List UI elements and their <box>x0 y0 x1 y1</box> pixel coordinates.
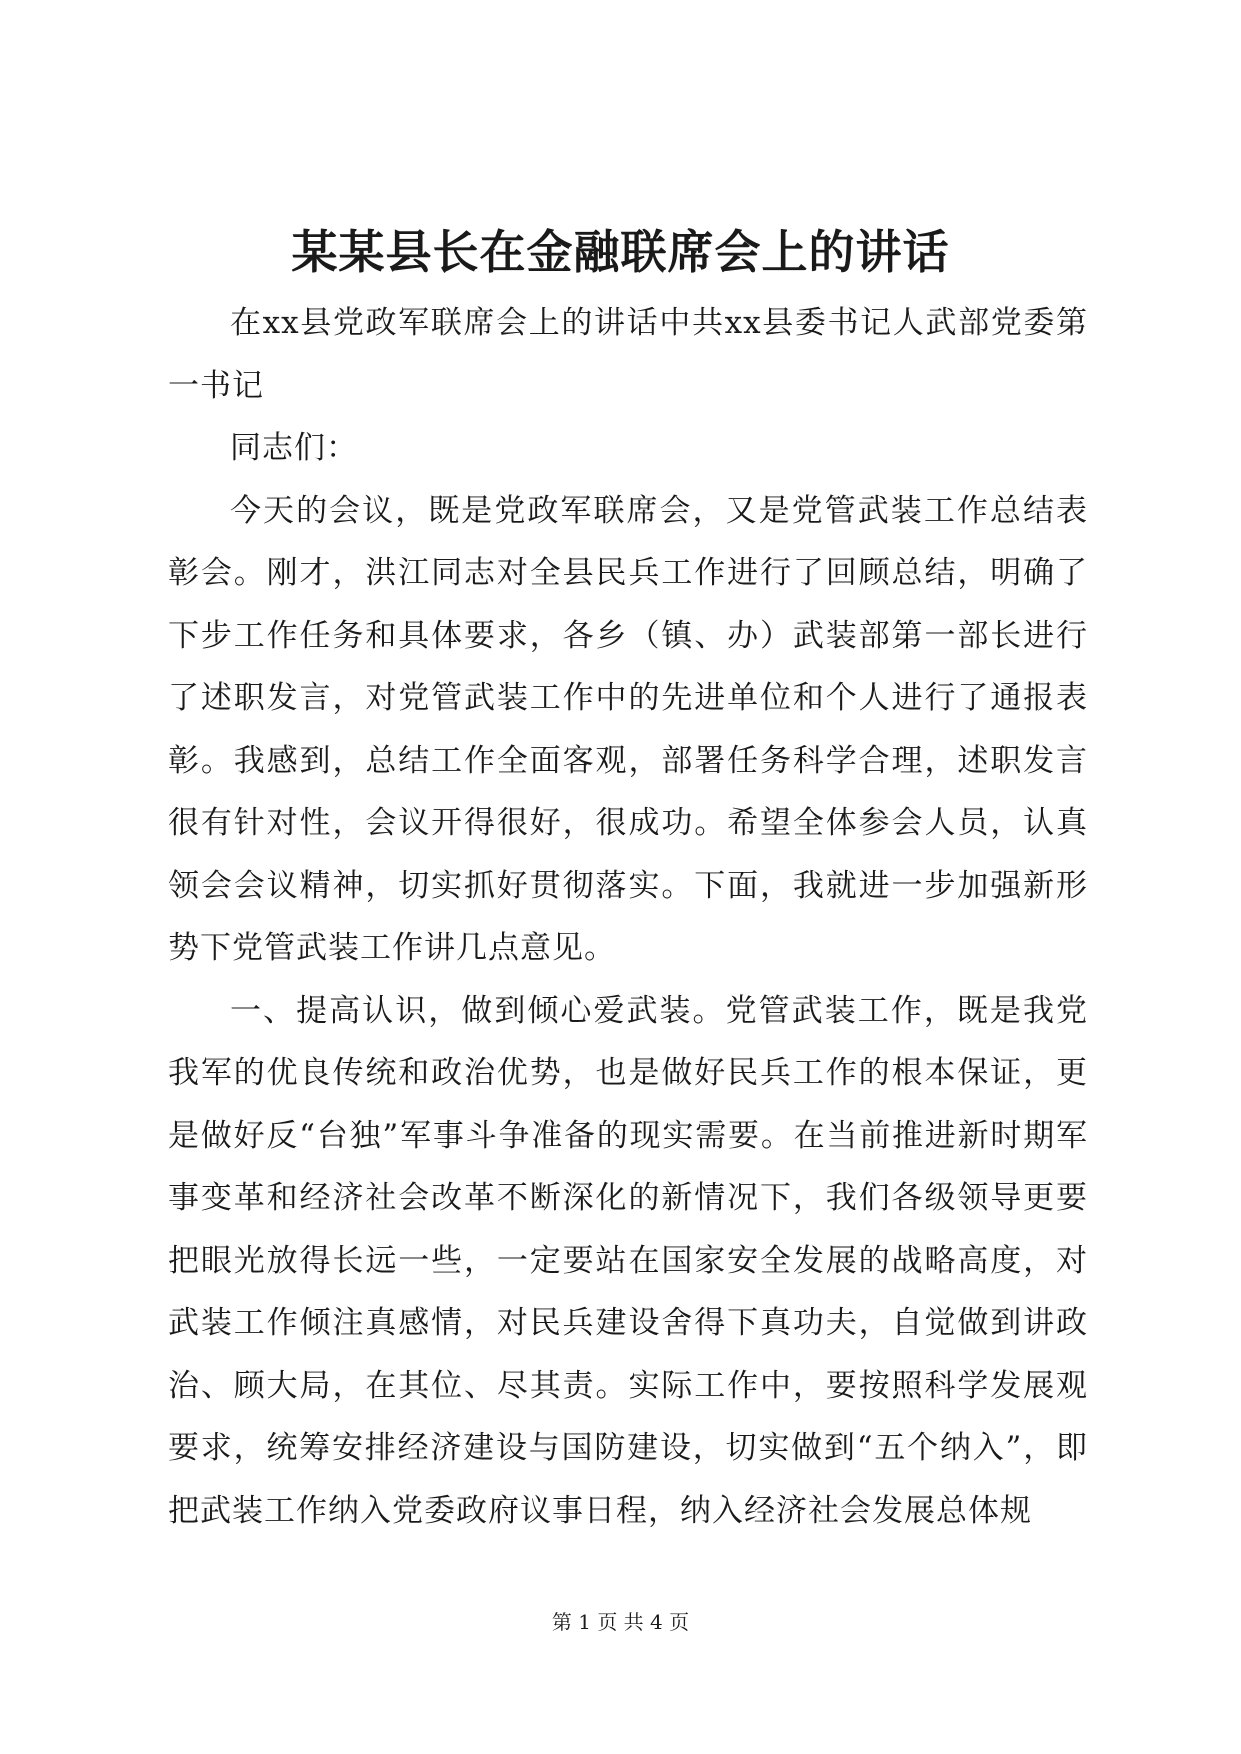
document-body <box>168 292 1088 1542</box>
paragraph-salutation: 同志们： <box>230 430 358 466</box>
paragraph-opening: 今天的会议，既是党政军联席会，又是党管武装工作总结表彰会。刚才，洪江同志对全县民兵工作进行了回顾总结，明确了下步工作任务和具体要求，各乡（镇、办）武装部第一部长进行了述职发言，对党管武装工作中的先进单位和个人进行了通报表彰。我感到，总结工作全面客观，部署任务科学合理，述职发言很有针对性，会议开得很好，很成功。希望全体参会人员，认真领会会议精神，切实抓好贯彻落实。下面，我就进一步加强新形势下党管武装工作讲几点意见。 <box>168 492 1088 966</box>
paragraph-section-one: 一、提高认识，做到倾心爱武装。党管武装工作，既是我党我军的优良传统和政治优势，也是做好民兵工作的根本保证，更是做好反“台独”军事斗争准备的现实需要。在当前推进新时期军事变革和经济社会改革不断深化的新情况下，我们各级领导更要把眼光放得长远一些，一定要站在国家安全发展的战略高度，对武装工作倾注真感情，对民兵建设舍得下真功夫，自觉做到讲政治、顾大局，在其位、尽其责。实际工作中，要按照科学发展观要求，统筹安排经济建设与国防建设，切实做到“五个纳入”，即把武装工作纳入党委政府议事日程，纳入经济社会发展总体规 <box>168 992 1088 1529</box>
page-number-footer: 第 1 页 共 4 页 <box>551 1610 690 1634</box>
paragraph-intro: 在xx县党政军联席会上的讲话中共xx县委书记人武部党委第一书记 <box>168 305 1088 404</box>
document-title: 某某县长在金融联席会上的讲话 <box>291 225 950 279</box>
